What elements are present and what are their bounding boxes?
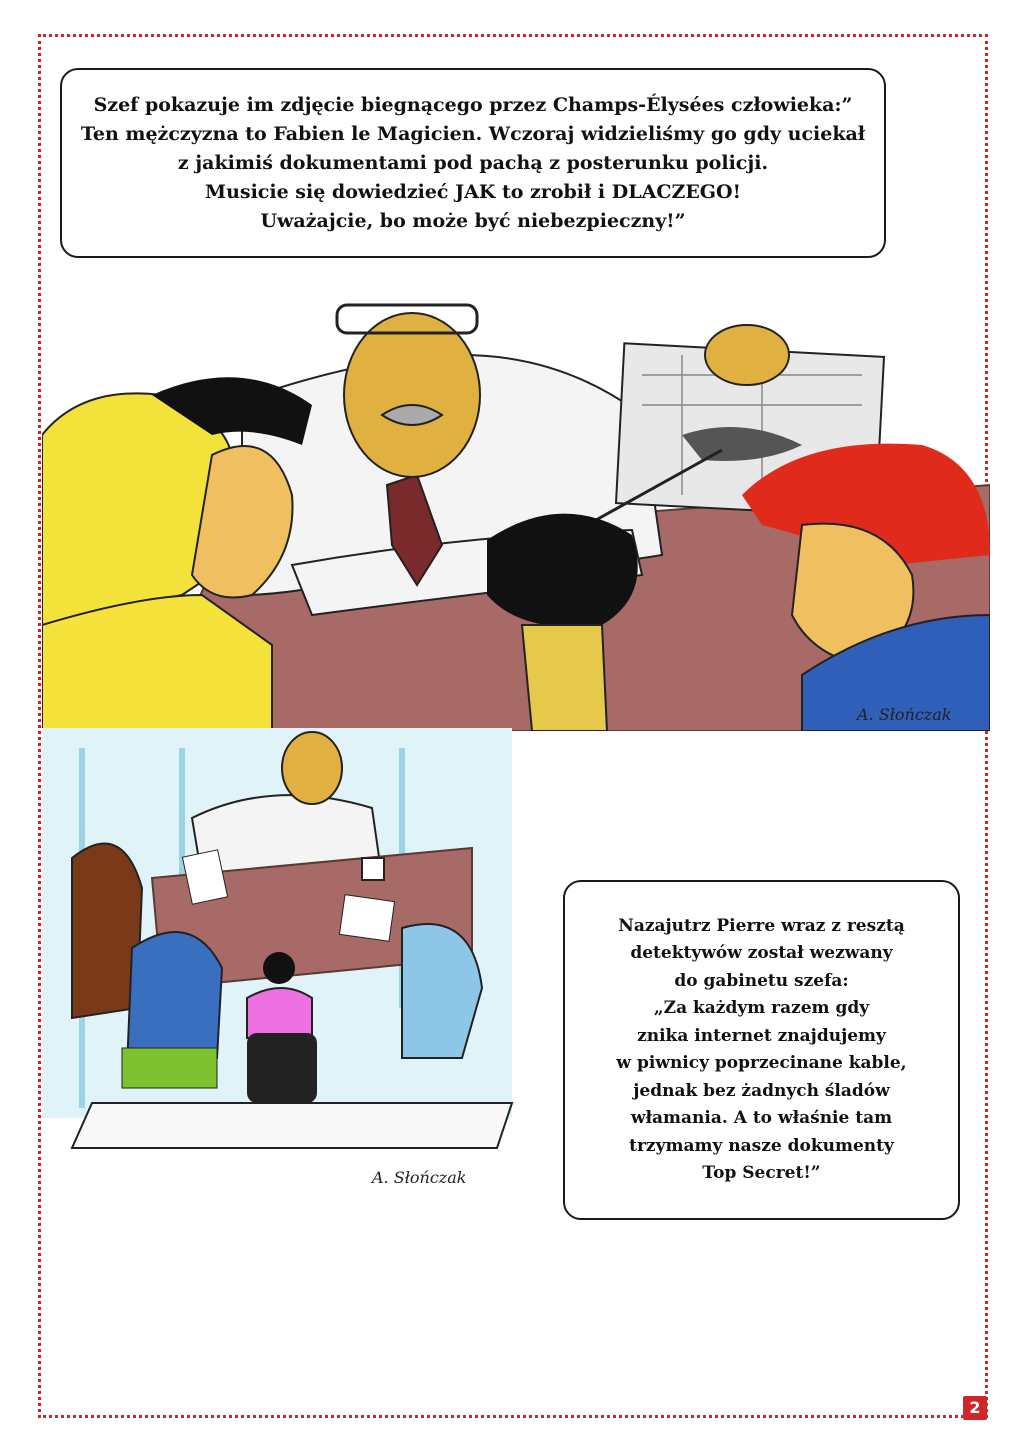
man-neck bbox=[522, 625, 607, 731]
caption-line: włamania. A to właśnie tam bbox=[630, 1108, 893, 1128]
comic-panel-boss-photo bbox=[42, 295, 990, 731]
caption-box-top bbox=[60, 68, 886, 258]
caption-line: Ten mężczyzna to Fabien le Magicien. Wczoraj widzieliśmy go gdy uciekał bbox=[80, 122, 866, 145]
caption-line: do gabinetu szefa: bbox=[674, 970, 849, 991]
caption-line: w piwnicy poprzecinane kable, bbox=[616, 1053, 907, 1073]
chair bbox=[247, 1033, 317, 1103]
boss-head bbox=[282, 732, 342, 804]
caption-line: Top Secret!” bbox=[702, 1163, 821, 1183]
mug-icon bbox=[362, 858, 384, 880]
caption-box-bottom bbox=[563, 880, 960, 1220]
page-number: 2 bbox=[963, 1396, 987, 1420]
caption-line: „Za każdym razem gdy bbox=[653, 998, 870, 1018]
boss-hand bbox=[705, 325, 789, 385]
caption-line: Szef pokazuje im zdjęcie biegnącego przez Champs-Élysées człowieka:” bbox=[93, 93, 853, 116]
pink-shirt bbox=[247, 988, 312, 1038]
boss-head bbox=[344, 313, 480, 477]
caption-line: z jakimiś dokumentami pod pachą z posterunku policji. bbox=[177, 151, 769, 174]
caption-line: trzymamy nasze dokumenty bbox=[629, 1135, 894, 1156]
signature: A. Słończak bbox=[372, 1168, 467, 1187]
window-sill bbox=[72, 1103, 512, 1148]
caption-line: Nazajutrz Pierre wraz z resztą bbox=[618, 915, 905, 936]
caption-line: Musicie się dowiedzieć JAK to zrobił i DLACZEGO! bbox=[205, 180, 741, 203]
signature: A. Słończak bbox=[857, 705, 952, 724]
comic-panel-meeting-room bbox=[42, 728, 532, 1208]
caption-line: znika internet znajdujemy bbox=[637, 1025, 886, 1046]
caption-line: jednak bez żadnych śladów bbox=[633, 1080, 890, 1101]
man-hair bbox=[487, 514, 638, 627]
green-pants bbox=[122, 1048, 217, 1088]
caption-line: detektywów został wezwany bbox=[630, 943, 893, 963]
caption-line: Uważajcie, bo może być niebezpieczny!” bbox=[260, 209, 686, 232]
